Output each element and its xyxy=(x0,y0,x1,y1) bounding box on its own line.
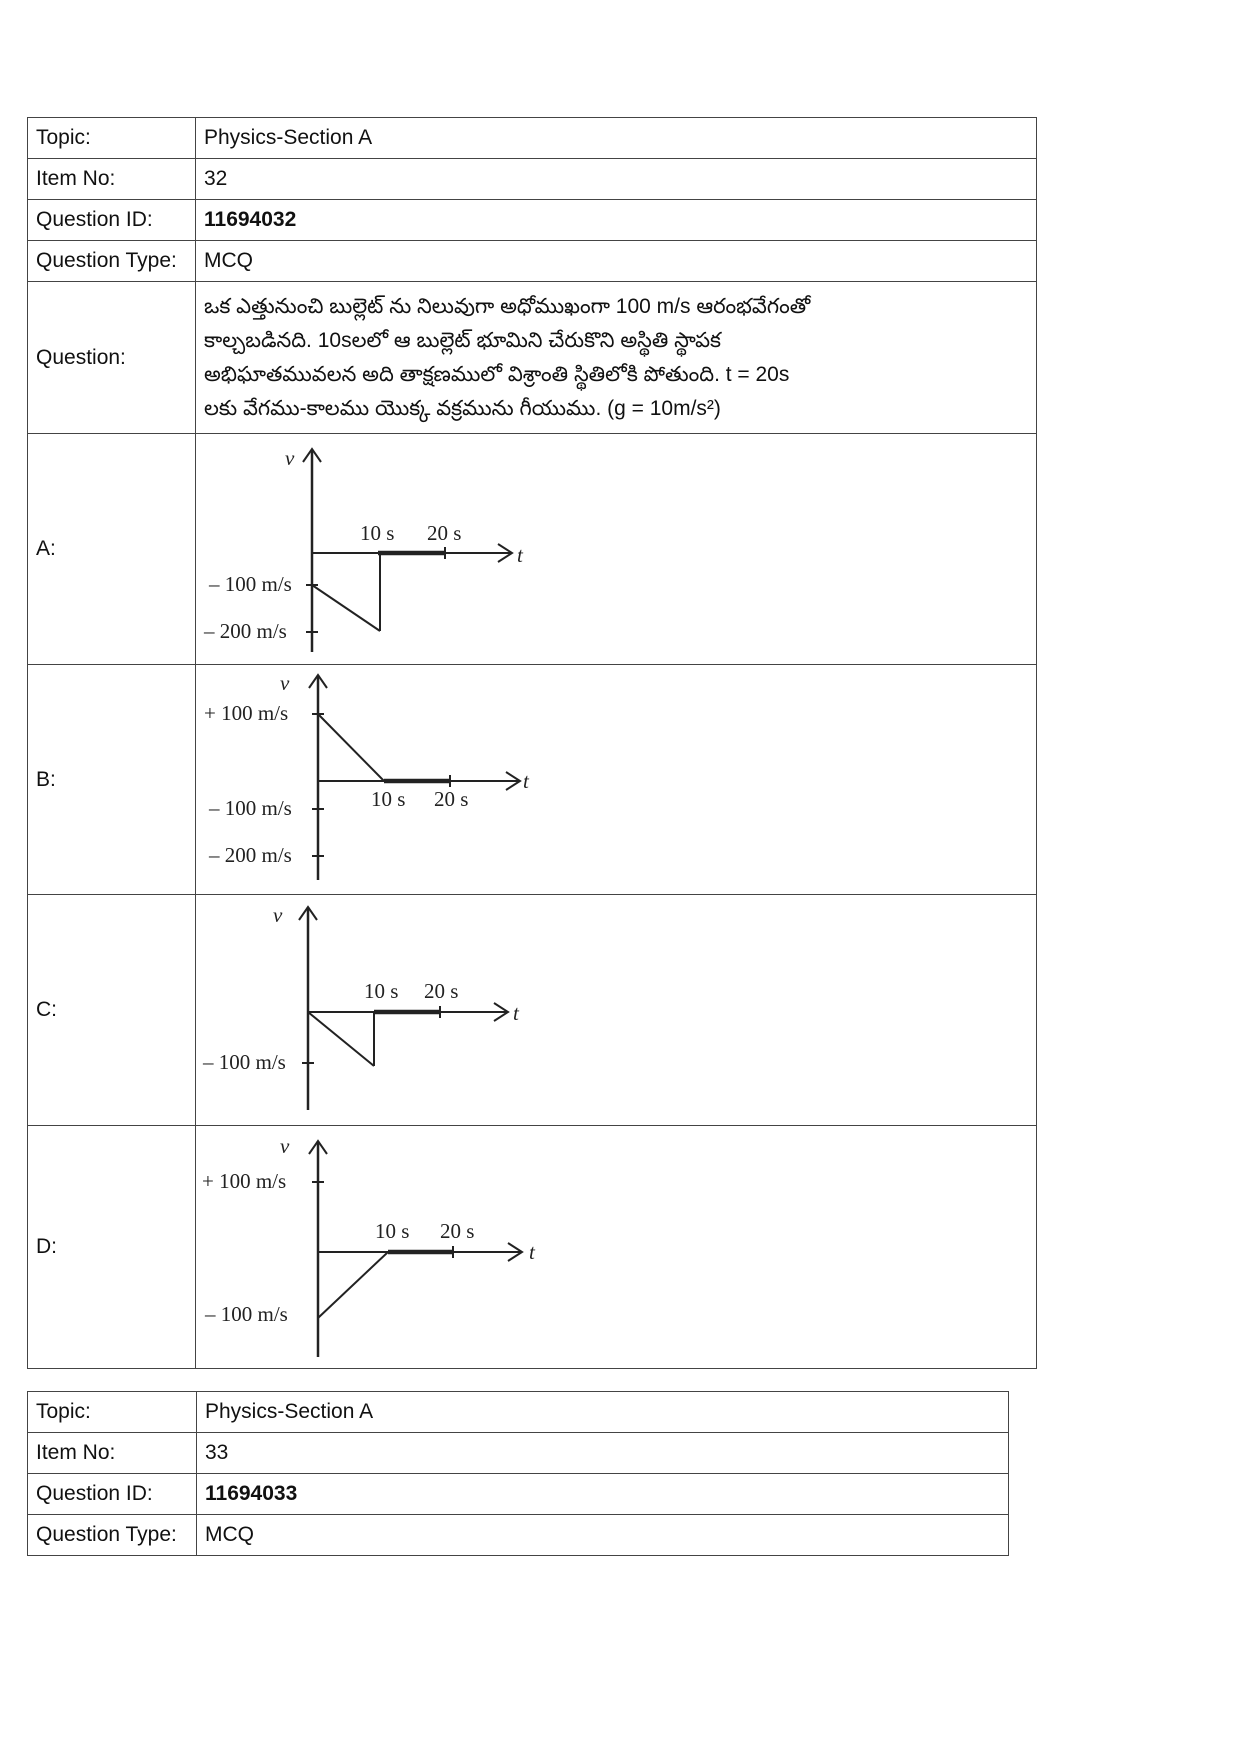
question-id-label: Question ID: xyxy=(28,200,196,241)
option-c-graph xyxy=(196,896,1036,1125)
graph-a-tick-20s: 20 s xyxy=(427,520,462,545)
topic-value: Physics-Section A xyxy=(196,118,1037,159)
option-d-graph xyxy=(196,1127,1036,1368)
item-label: Item No: xyxy=(28,159,196,200)
item-row xyxy=(28,159,1037,200)
q33-question-type-value: MCQ xyxy=(197,1515,1009,1556)
graph-c-velocity-line xyxy=(308,1012,374,1066)
question-type-value: MCQ xyxy=(196,241,1037,282)
graph-d-t-label: t xyxy=(529,1239,535,1264)
q33-question-type-row xyxy=(28,1515,1009,1556)
question-row xyxy=(28,282,1037,434)
option-d-label: D: xyxy=(28,1126,196,1369)
question-line-4: లకు వేగము-కాలము యొక్క వక్రమును గీయుము. (g = 10m/s²) xyxy=(204,396,721,420)
option-d-graph-cell xyxy=(196,1126,1037,1369)
q33-item-value: 33 xyxy=(197,1433,1009,1474)
graph-c-tick-20s: 20 s xyxy=(424,978,459,1003)
graph-a-velocity-line xyxy=(312,585,380,631)
graph-d-tick-10s: 10 s xyxy=(375,1218,410,1243)
question-text xyxy=(196,282,1037,434)
graph-a-t-label: t xyxy=(517,542,523,567)
graph-a-ytick-minus100: – 100 m/s xyxy=(209,571,292,596)
topic-label: Topic: xyxy=(28,118,196,159)
question-32-table xyxy=(27,117,1037,1369)
q33-question-id-label: Question ID: xyxy=(28,1474,197,1515)
graph-d-tick-20s: 20 s xyxy=(440,1218,475,1243)
question-type-label: Question Type: xyxy=(28,241,196,282)
question-id-row xyxy=(28,200,1037,241)
q33-topic-row xyxy=(28,1392,1009,1433)
graph-c-ytick-minus100: – 100 m/s xyxy=(203,1049,286,1074)
option-b-graph-cell xyxy=(196,665,1037,895)
graph-c-t-label: t xyxy=(513,1000,519,1025)
item-value: 32 xyxy=(196,159,1037,200)
option-a-label: A: xyxy=(28,434,196,665)
graph-b-velocity-line xyxy=(318,714,384,781)
graph-b-ytick-plus100: + 100 m/s xyxy=(204,700,289,725)
question-line-1: ఒక ఎత్తునుంచి బుల్లెట్ ను నిలువుగా అధోముఖంగా 100 m/s ఆరంభవేగంతో xyxy=(204,294,811,318)
option-a-graph xyxy=(196,435,1036,664)
graph-b-t-label: t xyxy=(523,768,529,793)
graph-b-v-label: v xyxy=(280,670,290,695)
question-type-row xyxy=(28,241,1037,282)
option-b-graph xyxy=(196,666,1036,894)
option-a-row xyxy=(28,434,1037,665)
question-label: Question: xyxy=(28,282,196,434)
q33-item-label: Item No: xyxy=(28,1433,197,1474)
option-d-row xyxy=(28,1126,1037,1369)
option-b-label: B: xyxy=(28,665,196,895)
q33-question-id-value: 11694033 xyxy=(197,1474,1009,1515)
q33-topic-label: Topic: xyxy=(28,1392,197,1433)
q33-item-row xyxy=(28,1433,1009,1474)
graph-d-ytick-plus100: + 100 m/s xyxy=(202,1168,287,1193)
q33-question-type-label: Question Type: xyxy=(28,1515,197,1556)
option-a-graph-cell xyxy=(196,434,1037,665)
q33-question-id-row xyxy=(28,1474,1009,1515)
graph-b-ytick-minus100: – 100 m/s xyxy=(209,795,292,820)
graph-c-tick-10s: 10 s xyxy=(364,978,399,1003)
question-line-3: అభిఘాతమువలన అది తాక్షణములో విశ్రాంతి స్థితిలోకి పోతుంది. t = 20s xyxy=(204,362,790,386)
option-c-label: C: xyxy=(28,895,196,1126)
question-33-table xyxy=(27,1391,1009,1556)
question-line-2: కాల్చబడినది. 10sలలో ఆ బుల్లెట్ భూమిని చేరుకొని అస్థితి స్థాపక xyxy=(204,328,722,352)
q33-topic-value: Physics-Section A xyxy=(197,1392,1009,1433)
option-c-row xyxy=(28,895,1037,1126)
option-c-graph-cell xyxy=(196,895,1037,1126)
graph-b-tick-20s: 20 s xyxy=(434,786,469,811)
graph-b-ytick-minus200: – 200 m/s xyxy=(209,842,292,867)
graph-a-v-label: v xyxy=(285,445,295,470)
graph-d-velocity-line xyxy=(318,1252,388,1318)
question-id-value: 11694032 xyxy=(196,200,1037,241)
graph-b-tick-10s: 10 s xyxy=(371,786,406,811)
graph-c-v-label: v xyxy=(273,902,283,927)
option-b-row xyxy=(28,665,1037,895)
topic-row xyxy=(28,118,1037,159)
graph-a-ytick-minus200: – 200 m/s xyxy=(204,618,287,643)
graph-d-v-label: v xyxy=(280,1133,290,1158)
graph-d-ytick-minus100: – 100 m/s xyxy=(205,1301,288,1326)
graph-a-tick-10s: 10 s xyxy=(360,520,395,545)
